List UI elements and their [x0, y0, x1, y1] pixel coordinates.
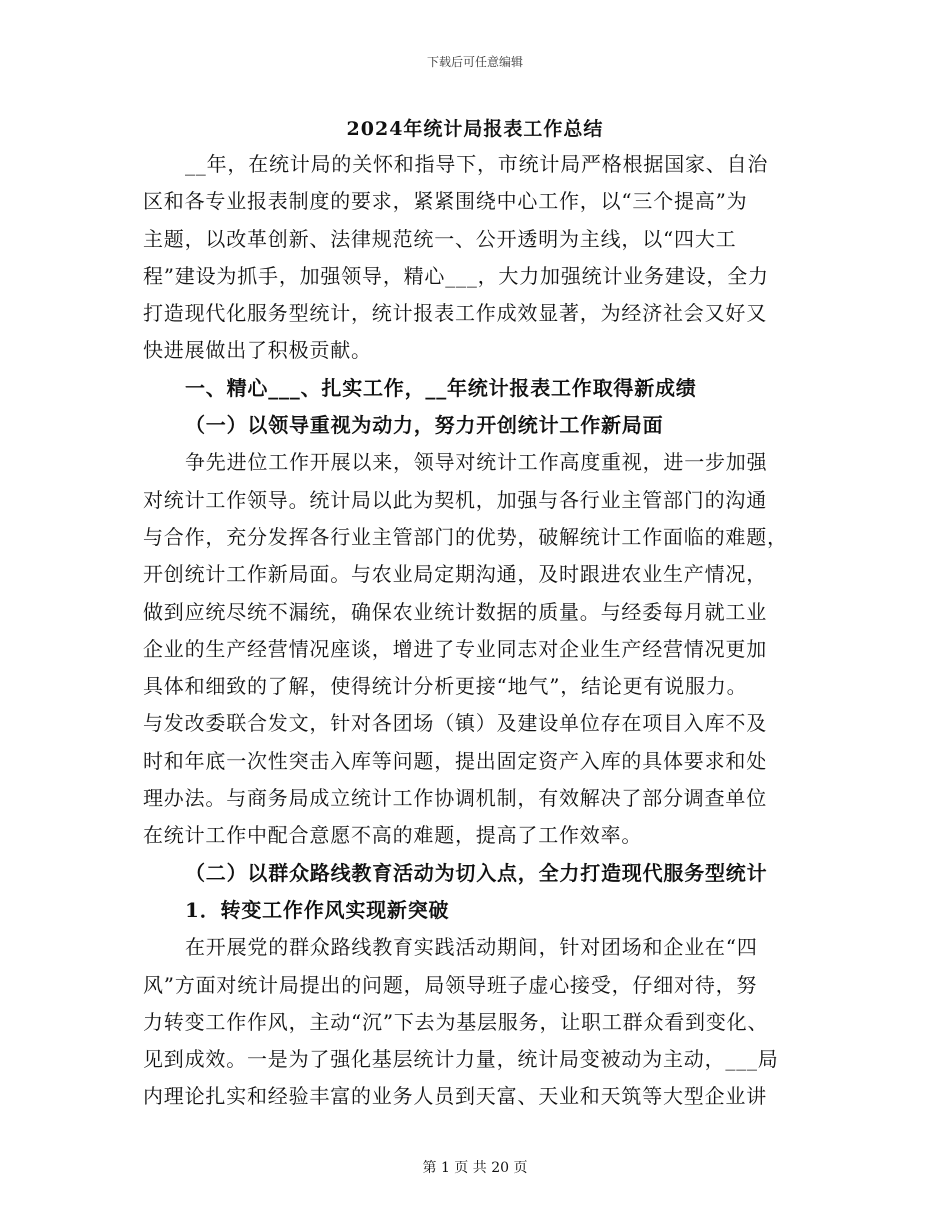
text-line: 力转变工作作风，主动“沉”下去为基层服务，让职工群众看到变化、	[143, 1009, 769, 1034]
text-line: 开创统计工作新局面。与农业局定期沟通，及时跟进农业生产情况，	[143, 562, 767, 587]
page-footer: 第 1 页 共 20 页	[422, 1160, 528, 1176]
text-line: （一）以领导重视为动力，努力开创统计工作新局面	[185, 413, 664, 438]
text-line: 程”建设为抓手，加强领导，精心___，大力加强统计业务建设，全力	[143, 263, 769, 288]
text-line: 时和年底一次性突击入库等问题，提出固定资产入库的具体要求和处	[143, 748, 767, 773]
text-line: 企业的生产经营情况座谈，增进了专业同志对企业生产经营情况更加	[143, 636, 767, 661]
text-line: 见到成效。一是为了强化基层统计力量，统计局变被动为主动，___局	[143, 1047, 779, 1072]
text-line: 1．转变工作作风实现新突破	[185, 897, 450, 922]
text-line: 与合作，充分发挥各行业主管部门的优势，破解统计工作面临的难题，	[143, 524, 788, 549]
text-line: 对统计工作领导。统计局以此为契机，加强与各行业主管部门的沟通	[143, 487, 767, 512]
text-line: 做到应统尽统不漏统，确保农业统计数据的质量。与经委每月就工业	[143, 599, 767, 624]
text-line: 内理论扎实和经验丰富的业务人员到天富、天业和天筑等大型企业讲	[143, 1084, 767, 1109]
text-line: 打造现代化服务型统计，统计报表工作成效显著，为经济社会又好又	[143, 301, 767, 326]
text-line: __年，在统计局的关怀和指导下，市统计局严格根据国家、自治	[185, 152, 769, 176]
text-line: 主题，以改革创新、法律规范统一、公开透明为主线，以“四大工	[143, 226, 737, 251]
document-body	[143, 146, 805, 1116]
document-title: 2024年统计局报表工作总结	[346, 118, 604, 140]
text-line: （二）以群众路线教育活动为切入点，全力打造现代服务型统计	[185, 860, 768, 885]
text-line: 理办法。与商务局成立统计工作协调机制，有效解决了部分调查单位	[143, 786, 767, 811]
text-line: 快进展做出了积极贡献。	[143, 338, 372, 363]
text-line: 在开展党的群众路线教育实践活动期间，针对团场和企业在“四	[185, 935, 758, 960]
text-line: 一、精心___、扎实工作，__年统计报表工作取得新成绩	[185, 375, 697, 400]
text-line: 风”方面对统计局提出的问题，局领导班子虚心接受，仔细对待，努	[143, 972, 758, 997]
text-line: 具体和细致的了解，使得统计分析更接“地气”，结论更有说服力。	[143, 674, 748, 699]
text-line: 区和各专业报表制度的要求，紧紧围绕中心工作，以“三个提高”为	[143, 189, 748, 214]
header-note: 下载后可任意编辑	[426, 55, 523, 69]
text-line: 争先进位工作开展以来，领导对统计工作高度重视，进一步加强	[185, 450, 768, 475]
text-line: 在统计工作中配合意愿不高的难题，提高了工作效率。	[143, 823, 643, 848]
text-line: 与发改委联合发文，针对各团场（镇）及建设单位存在项目入库不及	[143, 711, 767, 736]
